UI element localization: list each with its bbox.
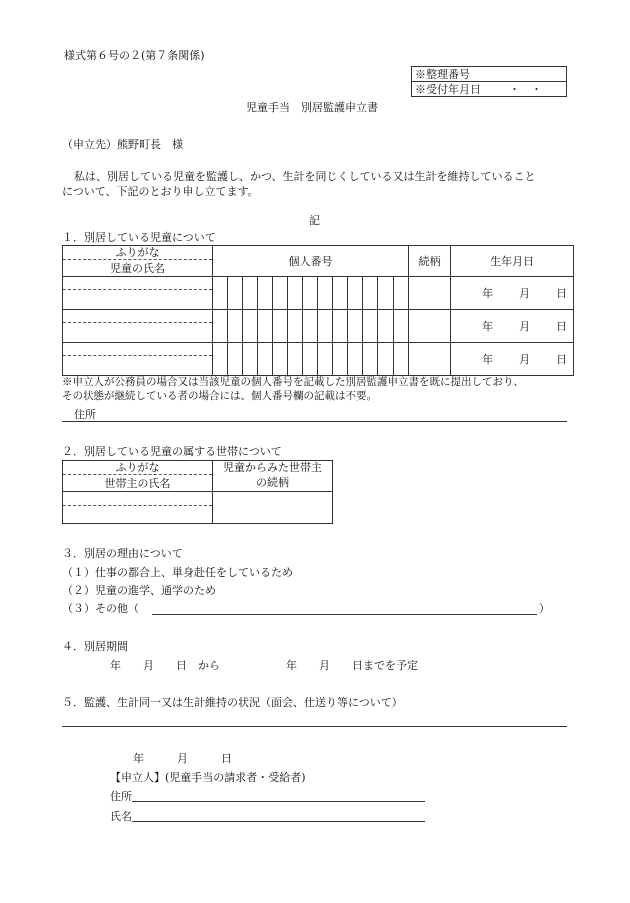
digit-cell[interactable]	[363, 310, 378, 343]
digit-cell[interactable]	[348, 343, 363, 376]
section1-note-1: ※申立人が公務員の場合又は当該児童の個人番号を記載した別居監護申立書を既に提出しており、	[62, 376, 524, 388]
digit-cell[interactable]	[333, 343, 348, 376]
digit-cell[interactable]	[394, 277, 409, 310]
digit-cell[interactable]	[378, 343, 394, 376]
child-name-label: 児童の氏名	[110, 261, 165, 275]
householder-furigana-cell[interactable]	[63, 492, 213, 506]
household-relation-label-2: の続柄	[256, 476, 289, 489]
section1-heading: １．別居している児童について	[62, 231, 216, 244]
applicant-name-line[interactable]	[132, 821, 425, 822]
digit-cell[interactable]	[213, 310, 228, 343]
office-date-label: ※受付年月日	[415, 82, 481, 96]
household-furigana-label: ふりがな	[115, 461, 160, 474]
child-number-label: 個人番号	[288, 254, 333, 268]
household-relation-label-1: 児童からみた世帯主	[223, 461, 322, 475]
digit-cell[interactable]	[378, 277, 394, 310]
year-label: 年	[482, 286, 494, 300]
day-label: 日	[556, 352, 568, 366]
reason-option-2[interactable]: （２）児童の進学、通学のため	[62, 584, 216, 597]
office-date-dots: ・ ・	[509, 82, 542, 96]
child2-relation-cell[interactable]	[409, 310, 451, 343]
child1-furigana-cell[interactable]	[63, 277, 213, 290]
digit-cell[interactable]	[363, 277, 378, 310]
household-table	[62, 460, 333, 524]
digit-cell[interactable]	[333, 277, 348, 310]
digit-cell[interactable]	[228, 343, 243, 376]
digit-cell[interactable]	[273, 310, 288, 343]
reason-option-3[interactable]: （３）その他（	[62, 602, 139, 615]
office-number-cell	[412, 67, 567, 82]
child-furigana-label: ふりがな	[115, 246, 160, 259]
applicant-address-line[interactable]	[132, 801, 425, 802]
application-date: 年 月 日	[133, 752, 232, 765]
separation-period: 年 月 日 から 年 月 日までを予定	[110, 659, 418, 672]
household-relation-header	[213, 461, 333, 492]
child-row-2	[63, 310, 574, 323]
month-label: 月	[519, 286, 531, 300]
digit-cell[interactable]	[348, 310, 363, 343]
digit-cell[interactable]	[303, 277, 318, 310]
digit-cell[interactable]	[258, 310, 273, 343]
digit-cell[interactable]	[258, 277, 273, 310]
reason-other-line[interactable]	[152, 614, 537, 615]
digit-cell[interactable]	[318, 277, 333, 310]
child-row-3	[63, 343, 574, 356]
reason-option-1[interactable]: （１）仕事の都合上、単身赴任をしているため	[62, 566, 293, 579]
digit-cell[interactable]	[394, 310, 409, 343]
digit-cell[interactable]	[318, 310, 333, 343]
digit-cell[interactable]	[228, 310, 243, 343]
applicant-address-label: 住所	[110, 790, 132, 803]
reason-option-3-close: ）	[539, 602, 550, 615]
householder-name-cell[interactable]	[63, 506, 213, 524]
child-name-header	[63, 260, 213, 277]
child1-relation-cell[interactable]	[409, 277, 451, 310]
child-address-line[interactable]	[62, 421, 567, 422]
digit-cell[interactable]	[288, 277, 303, 310]
section4-heading: ４．別居期間	[62, 640, 128, 653]
digit-cell[interactable]	[288, 343, 303, 376]
child3-relation-cell[interactable]	[409, 343, 451, 376]
child-birth-label: 生年月日	[490, 254, 535, 268]
digit-cell[interactable]	[303, 310, 318, 343]
section3-heading: ３．別居の理由について	[62, 547, 183, 560]
day-label: 日	[556, 286, 568, 300]
office-date-cell	[412, 82, 567, 97]
addressee: （申立先）熊野町長 様	[62, 138, 183, 151]
ki-heading: 記	[309, 214, 320, 227]
day-label: 日	[556, 319, 568, 333]
section2-heading: ２．別居している児童の属する世帯について	[62, 445, 282, 458]
household-name-label: 世帯主の氏名	[104, 476, 171, 490]
digit-cell[interactable]	[213, 343, 228, 376]
month-label: 月	[519, 319, 531, 333]
digit-cell[interactable]	[243, 310, 258, 343]
applicant-name-label: 氏名	[110, 810, 132, 823]
child1-name-cell[interactable]	[63, 290, 213, 310]
child1-birth-cell[interactable]	[451, 277, 574, 310]
child3-name-cell[interactable]	[63, 356, 213, 376]
child-address-label: 住所	[74, 408, 96, 421]
household-furigana-header	[63, 461, 213, 475]
form-id: 様式第６号の２(第７条関係)	[64, 49, 205, 62]
digit-cell[interactable]	[258, 343, 273, 376]
child-birth-header	[451, 246, 574, 277]
child-number-header	[213, 246, 409, 277]
digit-cell[interactable]	[288, 310, 303, 343]
office-use-box	[411, 66, 567, 97]
child2-furigana-cell[interactable]	[63, 310, 213, 323]
applicant-label: 【申立人】(児童手当の請求者・受給者)	[110, 771, 306, 784]
document-title: 児童手当 別居監護申立書	[246, 101, 378, 114]
child3-furigana-cell[interactable]	[63, 343, 213, 356]
digit-cell[interactable]	[394, 343, 409, 376]
section5-heading: ５．監護、生計同一又は生計維持の状況（面会、仕送り等について）	[62, 696, 403, 709]
digit-cell[interactable]	[348, 277, 363, 310]
digit-cell[interactable]	[273, 277, 288, 310]
household-name-header	[63, 475, 213, 492]
digit-cell[interactable]	[228, 277, 243, 310]
digit-cell[interactable]	[273, 343, 288, 376]
child-row-1	[63, 277, 574, 290]
digit-cell[interactable]	[333, 310, 348, 343]
digit-cell[interactable]	[318, 343, 333, 376]
month-label: 月	[519, 352, 531, 366]
digit-cell[interactable]	[243, 343, 258, 376]
householder-relation-cell[interactable]	[213, 492, 333, 524]
digit-cell[interactable]	[213, 277, 228, 310]
year-label: 年	[482, 352, 494, 366]
section1-note-2: その状態が継続している者の場合には、個人番号欄の記載は不要。	[62, 390, 377, 402]
digit-cell[interactable]	[378, 310, 394, 343]
child-relation-label: 続柄	[418, 254, 441, 268]
intro-line-2: について、下記のとおり申し立てます。	[62, 185, 259, 198]
child2-birth-cell[interactable]	[451, 310, 574, 343]
child-relation-header	[409, 246, 451, 277]
intro-line-1: 私は、別居している児童を監護し、かつ、生計を同じくしている又は生計を維持していること	[74, 170, 536, 183]
digit-cell[interactable]	[243, 277, 258, 310]
child-furigana-header	[63, 246, 213, 260]
year-label: 年	[482, 319, 494, 333]
child3-birth-cell[interactable]	[451, 343, 574, 376]
status-answer-line[interactable]	[62, 726, 567, 727]
office-number-label: ※整理番号	[415, 67, 470, 81]
child2-name-cell[interactable]	[63, 323, 213, 343]
children-table	[62, 245, 574, 376]
digit-cell[interactable]	[363, 343, 378, 376]
digit-cell[interactable]	[303, 343, 318, 376]
